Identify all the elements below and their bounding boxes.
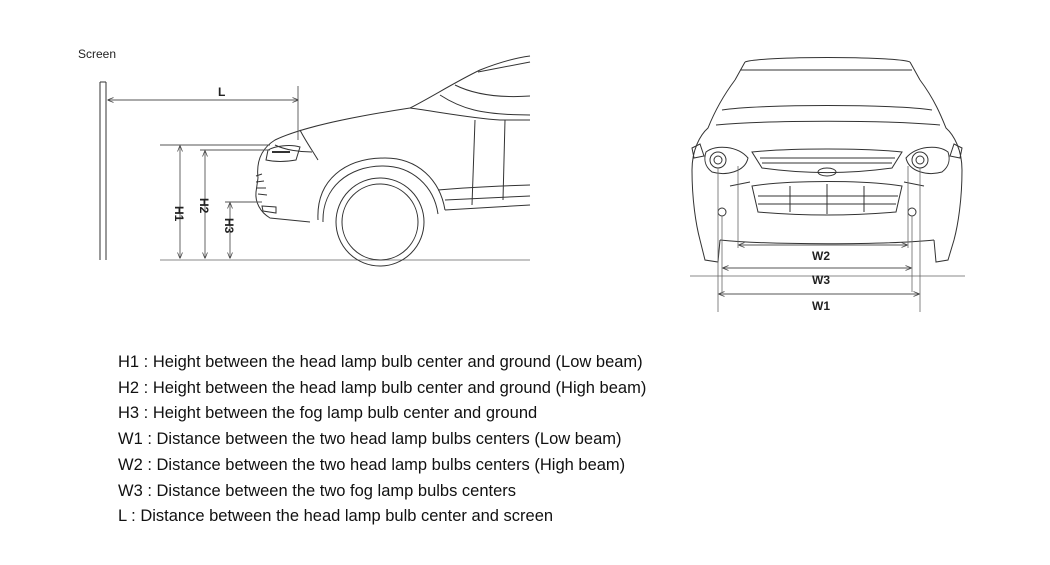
- w3-label: W3: [812, 273, 830, 287]
- legend-item-h2: H2 : Height between the head lamp bulb center and ground (High beam): [118, 378, 647, 397]
- screen: [100, 82, 106, 260]
- screen-label: Screen: [78, 47, 117, 61]
- w1-label: W1: [812, 299, 830, 313]
- legend-item-w1: W1 : Distance between the two head lamp bulbs centers (Low beam): [118, 430, 622, 449]
- upper-grille: [752, 149, 902, 176]
- side-view: [100, 56, 530, 266]
- right-fog-lamp: [908, 208, 916, 216]
- legend-item-l: L : Distance between the head lamp bulb center and screen: [118, 507, 554, 526]
- h1-label: H1: [172, 206, 186, 222]
- distance-l-label: L: [218, 85, 226, 99]
- right-headlamp: [906, 147, 949, 173]
- h3-label: H3: [222, 218, 236, 234]
- left-fog-lamp: [718, 208, 726, 216]
- lower-grille: [730, 182, 924, 216]
- w2-label: W2: [812, 249, 830, 263]
- legend-item-h3: H3 : Height between the fog lamp bulb center and ground: [118, 404, 538, 423]
- legend-list: [118, 350, 646, 530]
- legend-item-w2: W2 : Distance between the two head lamp bulbs centers (High beam): [118, 455, 626, 474]
- car-side-outline: [256, 56, 530, 266]
- left-headlamp: [705, 147, 748, 173]
- legend-item-w3: W3 : Distance between the two fog lamp bulbs centers: [118, 481, 517, 500]
- dimension-lines: [108, 86, 298, 258]
- legend-item-h1: H1 : Height between the head lamp bulb center and ground (Low beam): [118, 353, 643, 371]
- car-front-outline: [692, 80, 962, 262]
- h2-label: H2: [197, 198, 211, 214]
